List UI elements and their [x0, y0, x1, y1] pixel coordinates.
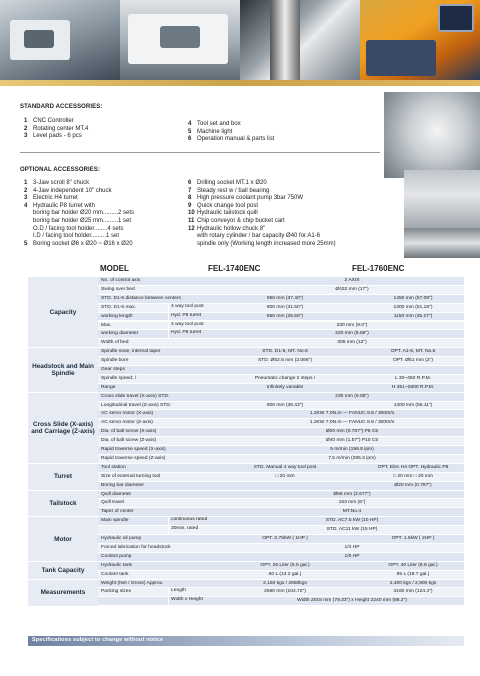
spec-value-1760: OPT. 40 Liter (8.8 gal.) [388, 562, 438, 568]
list-item: boring bar holder Ø20 mm.........2 sets [33, 210, 135, 217]
spec-value-both: Ø68 mm (2.677") [333, 491, 371, 497]
spec-group [28, 347, 464, 392]
model-heading: MODEL [100, 264, 129, 273]
table-row [98, 286, 464, 295]
spec-sub-label: 4 way tool post [168, 322, 204, 330]
table-row [98, 402, 464, 411]
table-row [98, 499, 464, 508]
list-item: 5 Boring socket Ø6 x Ø20 ~ Ø16 x Ø20 [24, 240, 133, 247]
table-row [98, 473, 464, 482]
spec-value-1740: OPT. 0.75kW ( 1HP ) [262, 536, 308, 542]
spec-value-1760: OPT. A1-6, MT. No.6 [390, 349, 436, 355]
spec-value-both: Width 2015 mm (79.33") x Height 2240 mm (88.2") [297, 598, 407, 604]
table-row [98, 597, 464, 606]
spec-item-label: Rapid traverse speed (Z-axis) [101, 455, 166, 461]
spec-item-label: Width of bed [101, 340, 129, 346]
spec-item-label: AC servo motor (Z-axis) [101, 420, 153, 426]
table-row [98, 428, 464, 437]
list-item: I.D / facing tool holder.........1 set [33, 233, 120, 240]
spec-value-1740: Infinitely variable [266, 384, 304, 390]
table-row [98, 580, 464, 589]
list-item: boring bar holder Ø25 mm.........1 set [33, 217, 132, 224]
spec-group-label: Tank Capacity [28, 562, 98, 580]
spec-value-1740: 60 L (13.2 gal.) [268, 571, 302, 577]
spec-value-both: 1/4 HP [344, 544, 360, 550]
table-row [98, 517, 464, 526]
spec-value-both: 2 AXIS [344, 278, 360, 283]
spec-value-both: 305 mm (12") [337, 340, 367, 346]
spec-group-label: Measurements [28, 580, 98, 607]
spec-group-label: Headstock and Main Spindle [28, 348, 98, 393]
spec-group-label: Motor [28, 517, 98, 562]
spec-group [28, 276, 464, 347]
list-item: 3 Level pads - 6 pcs [24, 133, 82, 140]
list-item: spindle only (Working length increased more 25mm) [197, 240, 336, 247]
spec-item-label: Main spindle [101, 518, 129, 524]
header-photo-strip [0, 0, 480, 80]
table-row [98, 464, 464, 473]
spec-item-label: working diameter [101, 331, 139, 337]
table-row [98, 357, 464, 366]
table-row [98, 526, 464, 535]
spec-value-1760: 2,400 kgs / 2,900 kgs [389, 580, 437, 586]
table-row [98, 393, 464, 402]
spec-value-1760: 1300 mm (51.18") [393, 304, 433, 310]
list-item: 11 Chip conveyor & chip bucket cart [188, 217, 285, 224]
table-row [98, 446, 464, 455]
spec-group-label: Turret [28, 464, 98, 491]
spec-value-1760: 85 L (18.7 gal.) [396, 571, 430, 577]
spec-value-both: Ø432 mm (17") [335, 286, 369, 292]
spec-sub-label: continuous rated [168, 517, 207, 525]
spec-value-both: Ø20 mm (0.787") P5 C5 [325, 429, 379, 435]
spec-item-label: Size of external turning tool [101, 473, 161, 479]
spec-group [28, 490, 464, 517]
list-item: 2 4-Jaw independent 10" chuck [24, 187, 112, 194]
table-row [98, 535, 464, 544]
spec-group [28, 463, 464, 490]
table-row [98, 491, 464, 500]
turret-photo [384, 92, 480, 178]
spec-value-1740: STD. Manual 4 way tool post [253, 464, 317, 470]
spec-value-1760: 1150 mm (45.27") [393, 313, 433, 319]
spec-value-1760: 1450 mm (57.08") [393, 295, 433, 301]
spec-item-label: Swing over bed [101, 286, 135, 292]
spec-item-label: Max. [101, 322, 112, 328]
spec-value-both: 5 m/min (196.8 ipm) [330, 447, 374, 453]
spec-item-label: STD. D1-6 max. [101, 304, 137, 310]
list-item: 6 Operation manual & parts list [188, 136, 275, 143]
list-item: 12 Hydraulic hollow chuck 8" [188, 225, 266, 232]
spec-group [28, 516, 464, 561]
spec-group-label: Capacity [28, 277, 98, 348]
list-item: 6 Drilling socket MT.1 x Ø20 [188, 180, 267, 186]
spec-group-label: Cross Slide (X-axis) and Carriage (Z-axis) [28, 393, 98, 464]
specification-table [28, 276, 464, 636]
list-item: 1 3-Jaw scroll 8" chuck [24, 180, 90, 186]
spec-item-label: Dia. of ball screw (Z-axis) [101, 438, 157, 444]
spec-item-label: Range [101, 384, 116, 390]
optional-accessories-left [24, 180, 134, 248]
spec-group-label: Tailstock [28, 491, 98, 518]
spec-value-both: 230 mm (9.0") [336, 322, 368, 328]
table-row [98, 544, 464, 553]
spec-value-both: Ø40 mm (1.57") P10 C5 [325, 438, 379, 444]
spec-value-both: 1.2KW 7.0N.m — FANUC 8.8 / 3000r/s [309, 411, 395, 417]
spec-sub-label: Length [168, 588, 186, 596]
table-row [98, 313, 464, 322]
spec-value-1740: 800 mm (31.50") [266, 304, 304, 310]
spec-item-label: Tool station [101, 464, 126, 470]
optional-accessories-right [188, 180, 336, 248]
spec-value-1740: 900 mm (35.43") [266, 402, 304, 408]
spec-sub-label: 4 way tool post [168, 304, 204, 312]
list-item: 2 Rotating center MT.4 [24, 125, 89, 132]
spec-value-both: STD. AC11 kW (15 HP) [326, 527, 378, 533]
spec-value-1760: L 30~450 R.P.M. [394, 375, 432, 381]
table-row [98, 588, 464, 597]
divider [20, 152, 380, 153]
table-row [98, 419, 464, 428]
spec-item-label: Rapid traverse speed (X-axis) [101, 447, 166, 453]
spec-item-label: Weight (Net / Gross) Approx. [101, 580, 164, 586]
table-row [98, 437, 464, 446]
spec-value-1740: 2660 mm (104.72") [264, 589, 306, 595]
list-item: O.D / facing tool holder........4 sets [33, 225, 124, 232]
spec-item-label: Spindle bore [101, 358, 129, 364]
spec-item-label: working length [101, 313, 133, 319]
list-item: 3 Electric H4 turret [24, 195, 78, 202]
table-row [98, 304, 464, 313]
spec-value-1760: H 451~2800 R.P.M. [391, 384, 435, 390]
spec-item-label: Longitudinal travel (Z-axis) STD. [101, 402, 172, 408]
standard-accessories-title: STANDARD ACCESSORIES: [20, 104, 103, 110]
list-item: 4 Hydraulic P8 turret with [24, 202, 96, 209]
spec-value-1760: Ø20 mm (0.787") [394, 482, 432, 488]
list-item: with rotary cylinder / bar capacity Ø40 for A1-6 [197, 233, 321, 240]
standard-accessories-left [24, 118, 88, 141]
spec-value-1740: STD. D1-6, MT. No.6 [262, 349, 308, 355]
table-row [98, 295, 464, 304]
optional-accessories-title: OPTIONAL ACCESSORIES: [20, 167, 101, 173]
spec-sub-label: Hyd. P8 turret [168, 330, 201, 338]
spec-item-label: Spindle speed: / [101, 375, 137, 381]
model-1760-heading: FEL-1760ENC [352, 264, 405, 273]
list-item: 4 Tool set and box [188, 121, 241, 127]
spec-item-label: Quill travel [101, 500, 125, 506]
table-row [98, 330, 464, 339]
spec-item-label: No. of control axis [101, 278, 141, 283]
spec-value-both: MT.No.4 [342, 509, 362, 515]
spec-item-label: Coolant tank [101, 571, 129, 577]
spec-value-both: 153 mm (6") [338, 500, 366, 506]
spec-value-1740: Pneumatic change 2 steps / [254, 375, 316, 381]
standard-accessories-right [188, 121, 274, 144]
tailstock-photo [404, 170, 480, 232]
table-row [98, 562, 464, 571]
spec-value-1740: OPT. 25 Liter (5.5 gal.) [260, 562, 310, 568]
spec-item-label: Coolant pump [101, 553, 132, 559]
chuck-photo [404, 228, 480, 258]
list-item: 8 High pressure coolant pump 3bar 750W [188, 195, 304, 202]
footer-note: Specifications subject to change without notice [32, 637, 164, 643]
table-row [98, 410, 464, 419]
spec-group [28, 579, 464, 606]
spec-item-label: Gear steps [101, 366, 125, 372]
list-item: 10 Hydraulic tailstock quill [188, 210, 258, 217]
spec-item-label: Hydraulic oil pump [101, 536, 142, 542]
spec-item-label: Forced lubrication for headstock [101, 544, 171, 550]
list-item: 5 Machine light [188, 128, 233, 135]
spec-value-1740: 650 mm (25.59") [266, 313, 304, 319]
spec-item-label: Boring bar diameter [101, 482, 144, 488]
list-item: 1 CNC Controller [24, 118, 74, 124]
table-row [98, 277, 464, 286]
table-row [98, 348, 464, 357]
spec-item-label: Dia. of ball screw (X-axis) [101, 429, 157, 435]
spec-value-1740: 2,150 kgs / 2650kgs [263, 580, 307, 586]
spec-value-1760: 3160 mm (124.4") [393, 589, 433, 595]
spec-item-label: Quill diameter [101, 491, 132, 497]
spec-group [28, 561, 464, 579]
spec-value-1760: OPT. 1.5kW ( 2HP ) [391, 536, 435, 542]
spec-value-1740: □ 20 mm [275, 473, 295, 479]
spec-item-label: STD. D1-6 distance between centers [101, 295, 181, 301]
spec-item-label: Packing sizes [101, 589, 131, 595]
spec-sub-label: Hyd. P8 turret [168, 313, 201, 321]
spec-value-1760: 1400 mm (55.11") [393, 402, 433, 408]
header-divider [0, 80, 480, 86]
list-item: 7 Steady rest w / ball bearing [188, 187, 270, 194]
spec-sub-label: Width x Height [168, 597, 203, 605]
list-item: 9 Quick change tool post [188, 202, 259, 209]
model-1740-heading: FEL-1740ENC [208, 264, 261, 273]
spec-value-1760: OPT. Ø51 mm (2") [392, 358, 434, 364]
table-row [98, 375, 464, 384]
spec-item-label: Taper of center [101, 509, 134, 515]
spec-sub-label: 30min. rated [168, 526, 198, 534]
spec-value-both: 1.2KW 7.0N.m — FANUC 8.8 / 3000r/s [309, 420, 395, 426]
spec-item-label: AC servo motor (X-axis) [101, 411, 154, 417]
spec-value-1740: STD. Ø52.5 mm (2.066") [258, 358, 312, 364]
table-row [98, 366, 464, 375]
spec-value-1760: OPT. Elec H4 OPT. Hydraulic P8 [377, 464, 449, 470]
spec-item-label: Hydraulic tank [101, 562, 132, 568]
spec-value-both: 230 mm (9.05") [335, 393, 369, 399]
spec-value-1740: 950 mm (37.40") [266, 295, 304, 301]
spec-value-both: 7.5 m/min (295.3 ipm) [328, 455, 376, 461]
machine-photo-1 [0, 0, 120, 80]
spec-item-label: Spindle nose, internal taper [101, 349, 161, 355]
spec-value-both: 1/6 HP [344, 553, 360, 559]
spec-value-1760: □ 20 mm □ 20 mm [393, 473, 433, 479]
spec-item-label: Cross slide travel (X-axis) STD. [101, 393, 170, 399]
spec-value-both: 220 mm (8.66") [335, 331, 369, 337]
machine-photo-4 [360, 0, 480, 80]
spec-group [28, 392, 464, 463]
machine-photo-2 [120, 0, 240, 80]
spec-value-both: STD. AC7.5 kW (10 HP) [325, 518, 379, 524]
table-row [98, 322, 464, 331]
machine-photo-3 [240, 0, 360, 80]
